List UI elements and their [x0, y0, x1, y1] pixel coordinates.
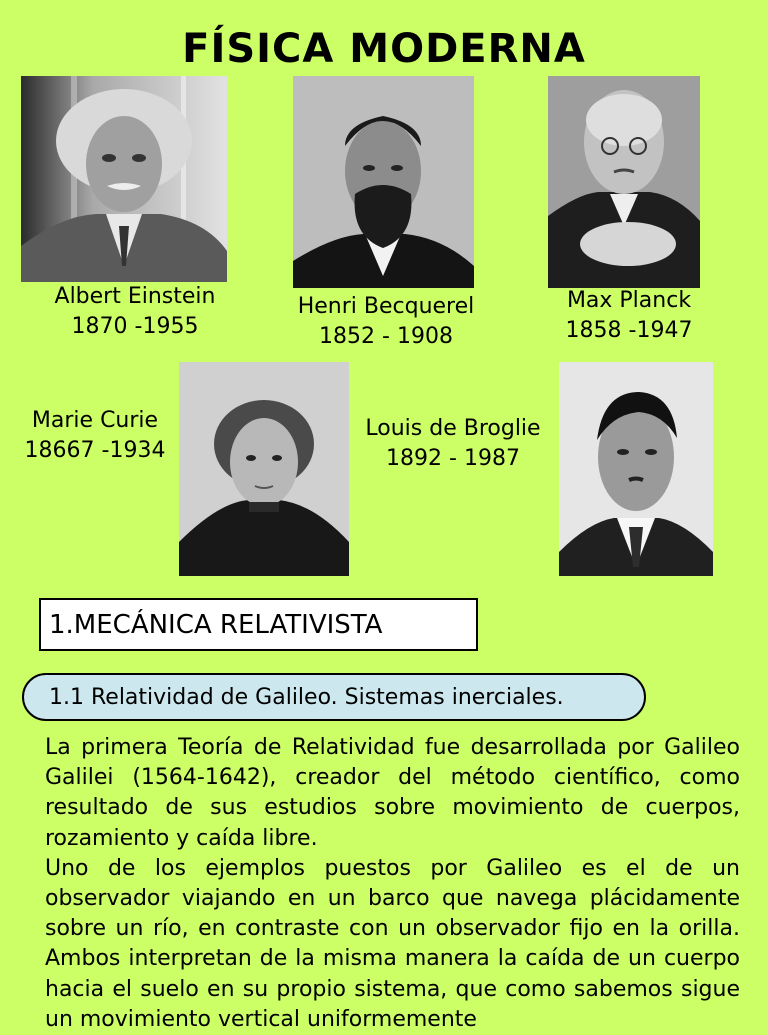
becquerel-portrait [293, 76, 474, 288]
einstein-portrait [21, 76, 227, 282]
einstein-years: 1870 -1955 [71, 314, 199, 339]
planck-caption [534, 286, 724, 346]
becquerel-caption [276, 292, 496, 352]
curie-years: 18667 -1934 [24, 438, 166, 463]
curie-portrait [179, 362, 349, 576]
einstein-caption [30, 282, 240, 342]
body-text [45, 733, 740, 1035]
de-broglie-name: Louis de Broglie [365, 416, 541, 441]
section-heading: 1.MECÁNICA RELATIVISTA [39, 598, 478, 651]
curie-caption [5, 406, 185, 466]
de-broglie-years: 1892 - 1987 [386, 446, 520, 471]
becquerel-name: Henri Becquerel [297, 294, 475, 319]
de-broglie-caption [348, 414, 558, 474]
page-title: FÍSICA MODERNA [182, 26, 586, 72]
einstein-name: Albert Einstein [54, 284, 216, 309]
paragraph: La primera Teoría de Relatividad fue desarrollada por Galileo Galilei (1564-1642), creador del método científico, como resultado de sus estudios sobre movimiento de cuerpos, rozamiento y caída libre. [45, 735, 740, 851]
becquerel-years: 1852 - 1908 [319, 324, 453, 349]
planck-years: 1858 -1947 [565, 318, 693, 343]
curie-name: Marie Curie [31, 408, 159, 433]
planck-portrait [548, 76, 700, 288]
subsection-heading: 1.1 Relatividad de Galileo. Sistemas inerciales. [22, 673, 646, 721]
paragraph: Uno de los ejemplos puestos por Galileo es el de un observador viajando en un barco que navega plácidamente sobre un río, en contraste con un observador fijo en la orilla. Ambos interpretan de la misma manera la caída de un cuerpo hacia el suelo en su propio sistema, que como sabemos sigue un movimiento vertical uniformemente [45, 855, 740, 1032]
de-broglie-portrait [559, 362, 713, 576]
planck-name: Max Planck [566, 288, 692, 313]
